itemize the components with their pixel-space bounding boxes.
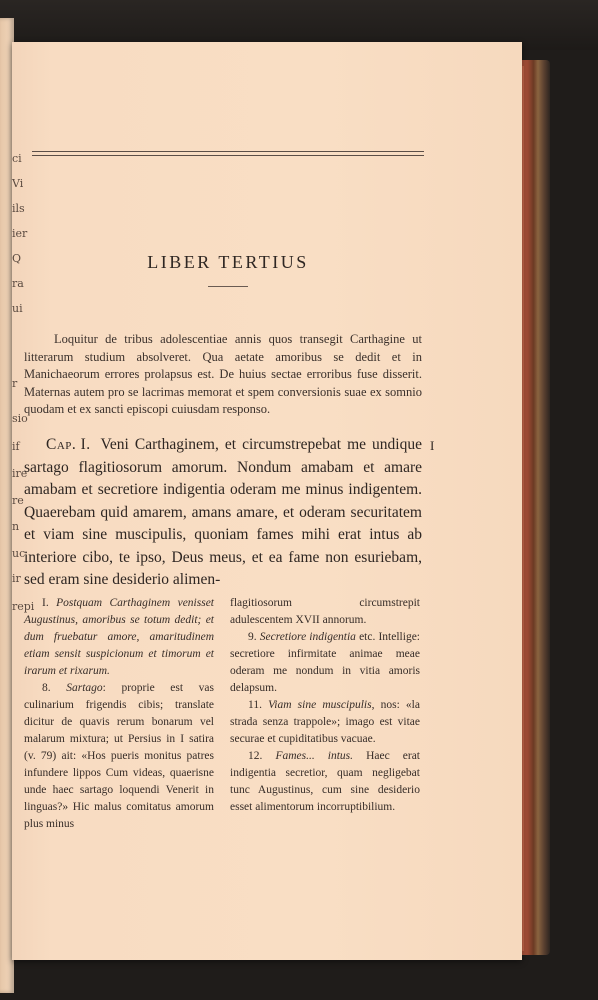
margin-line-number: I xyxy=(430,438,435,453)
chapter-label: Cap. I. xyxy=(46,436,91,453)
footnote xyxy=(24,595,214,680)
footnotes-left-column xyxy=(24,595,214,833)
footnote xyxy=(24,680,214,833)
margin-fragment: r xyxy=(12,377,18,390)
footnote-text: etc. Intellige: secretiore infirmitate animae meae oderam me nondum in vitia amoris delapsum. xyxy=(230,631,420,694)
footnote-italic: Viam sine muscipulis xyxy=(268,699,372,711)
margin-fragment: ui xyxy=(12,302,23,315)
margin-fragment: n xyxy=(12,520,20,533)
margin-fragment: ire xyxy=(12,467,28,480)
footnote-number: 8. xyxy=(42,682,51,694)
footnote-number: I. xyxy=(42,597,49,609)
book-page xyxy=(12,42,522,960)
margin-fragment: repi xyxy=(12,600,35,613)
main-paragraph: Veni Carthaginem, et circumstrepebat me undique sartago flagitiosorum amorum. Nondum amabam et amare amabam et secretiore indigentia oderam me minus indigentem. Quaerebam quid amarem, amans amare, et oderam securitatem et viam sine muscipulis, quoniam fames mihi erat intus ab interiore cibo, te ipso, Deus meus, et ea fame non esuriebam, sed eram sine desiderio alimen- xyxy=(24,436,422,588)
footnote-text: : proprie est vas culinarium frigendis cibis; translate dicitur de quavis rerum bonarum vel malarum mixtura; ut Persius in I satira (v. 79) ait: «Hos pueris monitus patres infundere lippos Cum videas, quaerisne unde haec sartago loquendi Venerit in linguas?» Hic malus comitatus amorum plus minus xyxy=(24,682,214,830)
footnote-text: Haec erat indigentia secretior, quam negligebat tunc Augustinus, cum sine desiderio esset alimentorum incorruptibilium. xyxy=(230,750,420,813)
margin-fragment: uc xyxy=(12,547,26,560)
margin-fragment: Vi xyxy=(12,177,24,190)
footnote-italic: Secretiore indigentia xyxy=(259,631,356,643)
margin-fragment: Q xyxy=(12,252,22,265)
margin-fragment: if xyxy=(12,440,20,453)
footnote xyxy=(230,748,420,816)
footnote-italic: Postquam Carthaginem venisset Augustinus, amoribus se totum dedit; et dum fruebatur amore, amaritudinem etiam sensit suspicionum et timorum et irarum et rixarum. xyxy=(24,597,214,677)
margin-fragment: ci xyxy=(12,152,22,165)
footnotes-right-column xyxy=(230,595,420,816)
margin-fragment: ra xyxy=(12,277,24,290)
header-rule-bottom xyxy=(32,155,424,156)
header-rule-top xyxy=(32,151,424,152)
main-text xyxy=(24,434,422,592)
footnote-number: 12. xyxy=(248,750,263,762)
footnote-number: 11. xyxy=(248,699,262,711)
footnote-italic: Fames... intus. xyxy=(275,750,354,762)
footnote-number: 9. xyxy=(248,631,257,643)
page-title: LIBER TERTIUS xyxy=(147,252,309,272)
margin-fragment: ier xyxy=(12,227,28,240)
margin-fragment: ils xyxy=(12,202,25,215)
margin-fragment: ir xyxy=(12,572,21,585)
footnote xyxy=(230,697,420,748)
footnote xyxy=(230,595,420,629)
book-spine xyxy=(520,60,550,955)
footnote-text: flagitiosorum circumstrepit adulescentem XVII annorum. xyxy=(230,597,420,626)
footnote-italic: Sartago xyxy=(66,682,103,694)
chapter-summary: Loquitur de tribus adolescentiae annis quos transegit Carthagine ut litterarum studium absolveret. Qua aetate amoribus se dedit et in Manichaeorum errores prolapsus est. De huius sectae erroribus fuse disserit. Maternas autem pro se lacrimas memorat et spem conversionis suae ex somnio quodam et ex sancti episcopi cuiusdam responso. xyxy=(24,332,422,416)
footnote-text: , nos: «la strada senza trappole»; imago est vitae securae et cupiditatibus vacuae. xyxy=(230,699,420,745)
margin-fragment: sio xyxy=(12,412,28,425)
footnote xyxy=(230,629,420,697)
title-ornament-rule xyxy=(208,286,248,287)
margin-fragment: re xyxy=(12,494,24,507)
